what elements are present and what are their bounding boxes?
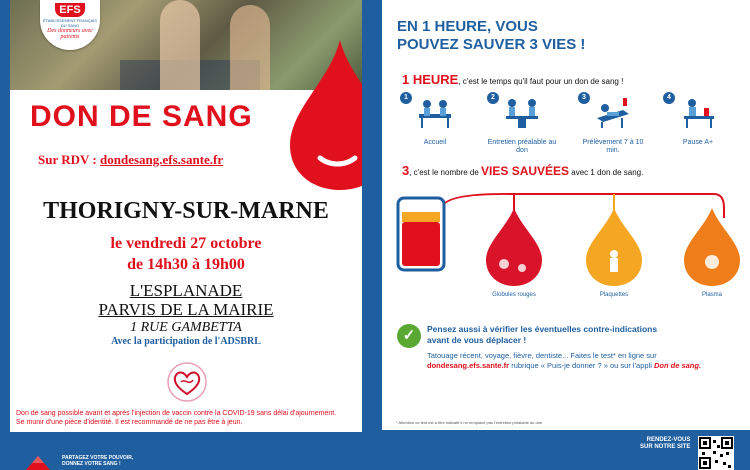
tat-app: Don de sang. xyxy=(653,361,702,370)
attention-footnote: * Attention ce test est à titre indicatif il ne remplace pas l'entretien préalable au don xyxy=(396,420,543,425)
event-hours: de 14h30 à 19h00 xyxy=(127,256,245,273)
step-number: 1 xyxy=(400,92,412,104)
right-poster xyxy=(382,0,750,430)
contraindications-notice xyxy=(427,324,727,346)
blood-drop-icon xyxy=(290,40,362,190)
visit-site-text xyxy=(640,437,690,451)
lives-text-1: , c'est le nombre de xyxy=(409,168,482,177)
rdv-prefix: Sur RDV : xyxy=(38,152,97,167)
step-label: Entretien préalable au don xyxy=(487,139,557,154)
page-title: DON DE SANG xyxy=(30,100,253,133)
tat-link[interactable]: dondesang.efs.sante.fr xyxy=(427,361,510,370)
red-cells-drop xyxy=(486,208,542,286)
hour-line xyxy=(402,72,623,87)
headline-line-1: EN 1 HEURE, VOUS xyxy=(397,18,538,35)
notice-line-2: avant de vous déplacer ! xyxy=(427,335,527,345)
place-address: 1 RUE GAMBETTA xyxy=(130,320,242,335)
left-poster xyxy=(10,0,362,432)
step-1 xyxy=(400,92,470,147)
hour-bold: 1 HEURE xyxy=(402,72,459,87)
interview-icon xyxy=(502,96,542,128)
snack-break-icon xyxy=(678,96,718,128)
rdv-line xyxy=(38,152,223,168)
step-3 xyxy=(578,92,648,155)
association-credit: Avec la participation de l'ADSBRL xyxy=(111,336,261,347)
step-number: 3 xyxy=(578,92,590,104)
headline-line-2: POUVEZ SAUVER 3 VIES ! xyxy=(397,36,586,53)
tat-line-2: rubrique « Puis-je donner ? » ou sur l'appli xyxy=(509,361,654,370)
fine-print-line-1: Don de sang possible avant et après l'injection de vaccin contre la COVID-19 sans délai d'ajournement. xyxy=(16,410,337,417)
efs-logo-text: EFS xyxy=(55,3,84,17)
qr-code-icon[interactable] xyxy=(698,436,734,470)
notice-line-1: Pensez aussi à vérifier les éventuelles contre-indications xyxy=(427,324,658,334)
fine-print-line-2: Se munir d'une pièce d'identité. Il est recommandé de ne pas être à jeun. xyxy=(16,419,243,426)
right-headline xyxy=(397,18,585,54)
place-line-1: L'ESPLANADE xyxy=(129,281,243,300)
lives-line xyxy=(402,163,643,178)
step-2 xyxy=(487,92,557,155)
place-line-2: PARVIS DE LA MAIRIE xyxy=(98,300,274,319)
step-label: Pause A+ xyxy=(682,139,714,146)
step-label: Accueil xyxy=(423,139,447,146)
bottom-drop-logo-icon xyxy=(18,452,58,470)
lives-number: 3 xyxy=(402,163,410,178)
blood-bag-icon xyxy=(398,198,444,270)
step-number: 2 xyxy=(487,92,499,104)
tat-line-1: Tatouage récent, voyage, fièvre, dentiste... Faites le test* en ligne sur xyxy=(427,351,657,360)
step-label: Prélèvement 7 à 10 min. xyxy=(582,139,644,154)
city-name: THORIGNY-SUR-MARNE xyxy=(43,198,329,224)
share-line-2: DONNEZ VOTRE SANG ! xyxy=(62,461,121,467)
platelets-drop xyxy=(586,208,642,286)
drop-label: Globules rouges xyxy=(492,292,536,298)
drop-label: Plaquettes xyxy=(599,292,629,298)
event-date: le vendredi 27 octobre xyxy=(110,235,262,252)
welcome-desk-icon xyxy=(415,96,455,128)
lives-saved: VIES SAUVÉES xyxy=(481,164,570,178)
hour-text: , c'est le temps qu'il faut pour un don de sang ! xyxy=(458,77,624,86)
rdv-link[interactable]: dondesang.efs.sante.fr xyxy=(100,152,224,167)
step-number: 4 xyxy=(663,92,675,104)
efs-logo-tagline: Des donneurs avec patients xyxy=(47,28,93,40)
lives-text-2: avec 1 don de sang. xyxy=(569,168,644,177)
visit-line-1: RENDEZ-VOUS xyxy=(646,437,691,443)
check-icon: ✓ xyxy=(397,324,421,348)
blood-components-diagram xyxy=(394,188,744,300)
visit-line-2: SUR NOTRE SITE xyxy=(640,444,691,450)
heart-logo-icon xyxy=(165,362,209,402)
donation-chair-icon xyxy=(593,96,633,128)
efs-logo-subtitle: ÉTABLISSEMENT FRANÇAIS DU SANG xyxy=(42,18,98,28)
share-slogan xyxy=(62,455,133,467)
fine-print xyxy=(16,409,361,427)
drop-label: Plasma xyxy=(701,292,723,298)
step-4 xyxy=(663,92,733,147)
test-online-text xyxy=(427,351,737,371)
plasma-drop xyxy=(684,208,740,286)
share-line-1: PARTAGEZ VOTRE POUVOIR, xyxy=(62,455,134,461)
